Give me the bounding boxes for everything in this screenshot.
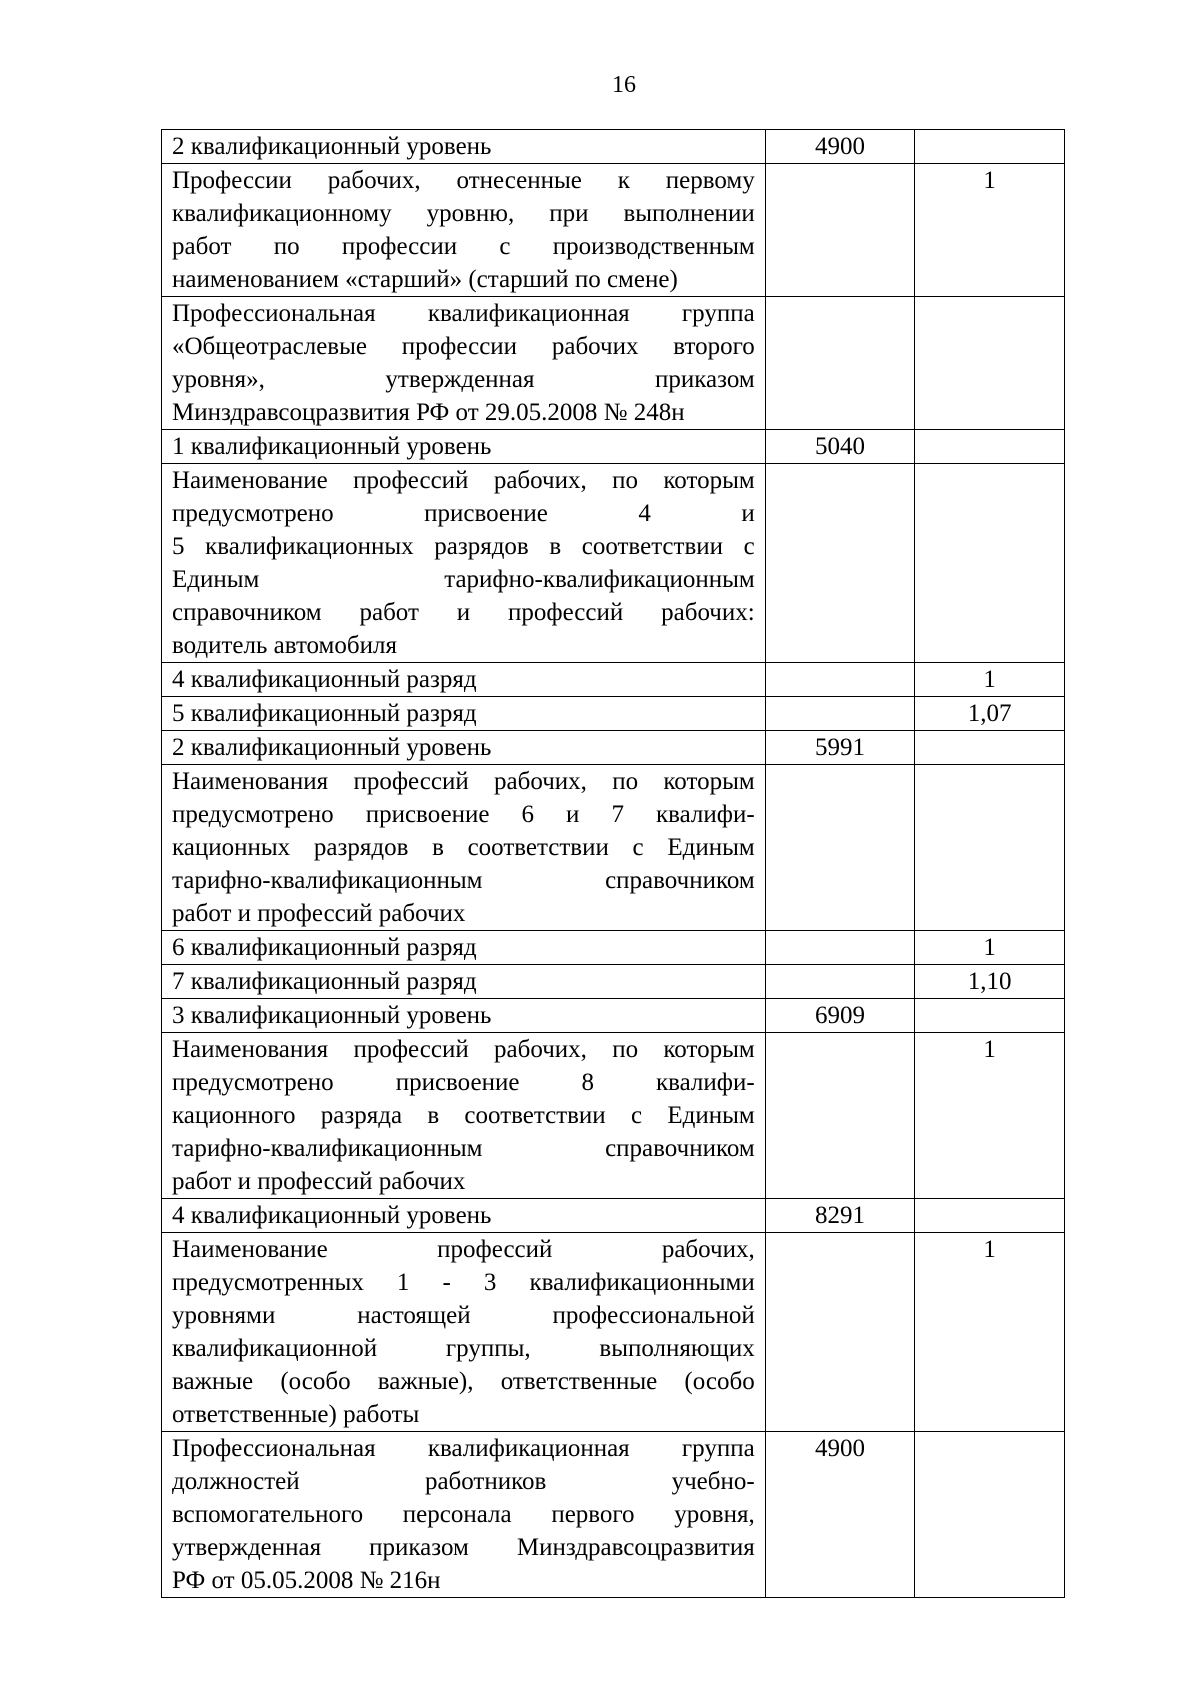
page-number: 16 [612,72,636,98]
row-coefficient [915,731,1065,765]
description-line: 2 квалификационный уровень [172,133,492,160]
row-description [162,430,766,464]
description-line: должностей работников учебно- [172,1468,755,1495]
description-line: РФ от 05.05.2008 № 216н [172,1567,441,1594]
row-salary [765,965,915,999]
row-description [162,464,766,663]
description-line: Наименования профессий рабочих, по которым [172,768,755,795]
row-description [162,765,766,931]
table-row [162,731,1065,765]
description-line: Наименование профессий рабочих, по которым [172,467,755,494]
table-row [162,1432,1065,1598]
row-salary: 4900 [765,1432,915,1598]
description-line: Профессиональная квалификационная группа [172,300,755,327]
description-line: Профессиональная квалификационная группа [172,1435,755,1462]
row-salary [765,663,915,697]
description-line: 4 квалификационный разряд [172,666,477,693]
row-coefficient [915,430,1065,464]
description-line: 4 квалификационный уровень [172,1202,492,1229]
row-coefficient [915,765,1065,931]
description-line: работ и профессий рабочих [172,1168,466,1195]
row-coefficient [915,464,1065,663]
table-row [162,765,1065,931]
row-salary [765,464,915,663]
row-description [162,1233,766,1432]
description-line: вспомогательного персонала первого уровня, [172,1501,755,1528]
row-description [162,731,766,765]
row-salary: 5991 [765,731,915,765]
row-coefficient: 1 [915,1033,1065,1199]
description-line: Наименование профессий рабочих, [172,1236,755,1263]
description-line: предусмотрено присвоение 8 квалифи- [172,1069,755,1096]
row-description [162,130,766,164]
row-salary: 6909 [765,999,915,1033]
description-line: Профессии рабочих, отнесенные к первому [172,167,755,194]
row-description [162,164,766,297]
description-line: водитель автомобиля [172,632,397,659]
row-description [162,999,766,1033]
description-line: утвержденная приказом Минздравсоцразвития [172,1534,755,1561]
description-line: работ и профессий рабочих [172,900,466,927]
description-line: 2 квалификационный уровень [172,734,492,761]
row-coefficient: 1 [915,1233,1065,1432]
qualification-table [161,129,1065,1598]
row-coefficient: 1 [915,931,1065,965]
row-coefficient: 1,07 [915,697,1065,731]
row-salary [765,1033,915,1199]
row-description [162,965,766,999]
table-row [162,1199,1065,1233]
description-line: уровня», утвержденная приказом [172,366,755,393]
row-description [162,931,766,965]
row-salary [765,697,915,731]
row-coefficient: 1 [915,663,1065,697]
row-salary: 4900 [765,130,915,164]
description-line: важные (особо важные), ответственные (особо [172,1368,755,1395]
description-line: ответственные) работы [172,1401,420,1428]
table-row [162,464,1065,663]
table-row [162,697,1065,731]
table-row [162,430,1065,464]
table-row [162,297,1065,430]
row-coefficient [915,999,1065,1033]
row-coefficient [915,1432,1065,1598]
row-salary: 8291 [765,1199,915,1233]
description-line: уровнями настоящей профессиональной [172,1302,755,1329]
description-line: предусмотрено присвоение 4 и [172,500,755,527]
table-row [162,130,1065,164]
description-line: тарифно-квалификационным справочником [172,1135,755,1162]
description-line: квалификационному уровню, при выполнении [172,200,755,227]
row-salary [765,164,915,297]
description-line: Единым тарифно-квалификационным [172,566,755,593]
table-row [162,663,1065,697]
description-line: Минздравсоцразвития РФ от 29.05.2008 № 248н [172,399,685,426]
description-line: справочником работ и профессий рабочих: [172,599,755,626]
table-row [162,1033,1065,1199]
row-description [162,1199,766,1233]
description-line: кационных разрядов в соответствии с Единым [172,834,755,861]
description-line: 5 квалификационный разряд [172,700,477,727]
table-row [162,999,1065,1033]
description-line: 3 квалификационный уровень [172,1002,492,1029]
table-row [162,164,1065,297]
description-line: предусмотренных 1 - 3 квалификационными [172,1269,755,1296]
description-line: 1 квалификационный уровень [172,433,492,460]
row-salary [765,931,915,965]
table-body [162,130,1065,1598]
description-line: работ по профессии с производственным [172,233,755,260]
description-line: 7 квалификационный разряд [172,968,477,995]
row-description [162,297,766,430]
row-salary: 5040 [765,430,915,464]
row-coefficient: 1,10 [915,965,1065,999]
row-coefficient [915,1199,1065,1233]
description-line: кационного разряда в соответствии с Единым [172,1102,755,1129]
description-line: тарифно-квалификационным справочником [172,867,755,894]
description-line: наименованием «старший» (старший по смене) [172,266,678,293]
description-line: 6 квалификационный разряд [172,934,477,961]
row-salary [765,297,915,430]
row-description [162,663,766,697]
row-coefficient [915,130,1065,164]
table-row [162,965,1065,999]
description-line: Наименования профессий рабочих, по которым [172,1036,755,1063]
table-row [162,931,1065,965]
description-line: «Общеотраслевые профессии рабочих второго [172,333,755,360]
table-row [162,1233,1065,1432]
row-salary [765,1233,915,1432]
row-description [162,1033,766,1199]
description-line: 5 квалификационных разрядов в соответствии с [172,533,755,560]
row-salary [765,765,915,931]
description-line: предусмотрено присвоение 6 и 7 квалифи- [172,801,755,828]
row-description [162,1432,766,1598]
description-line: квалификационной группы, выполняющих [172,1335,755,1362]
row-description [162,697,766,731]
row-coefficient [915,297,1065,430]
row-coefficient: 1 [915,164,1065,297]
